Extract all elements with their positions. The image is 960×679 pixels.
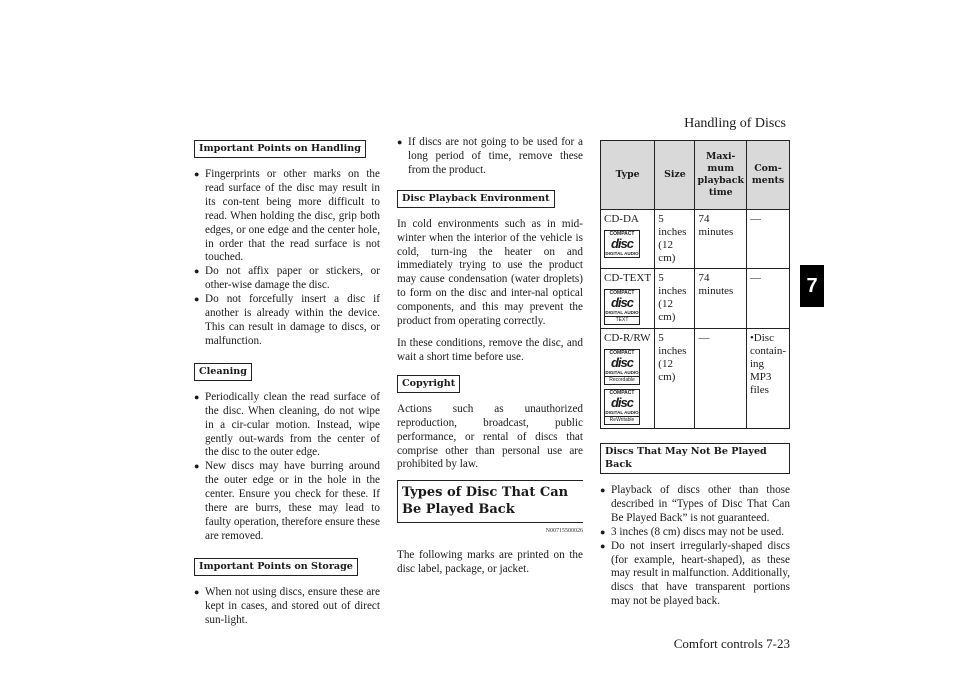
disc-types-table <box>600 140 790 429</box>
table-row <box>601 329 790 429</box>
cd-text-logo <box>604 289 640 325</box>
table-row <box>601 269 790 329</box>
logo-compact: COMPACT <box>609 390 635 396</box>
list-item: ● Do not forcefully insert a disc if another is already within the device. This can result in damage to discs, or malfunction. <box>194 293 380 349</box>
header-type: Type <box>601 141 655 210</box>
cell-time: 74 minutes <box>695 269 746 329</box>
section-heading-storage: Important Points on Storage <box>194 558 358 576</box>
document-code: N00715500026 <box>545 528 583 535</box>
cell-time: — <box>695 329 746 429</box>
header-comments: Com-ments <box>746 141 789 210</box>
paragraph: Actions such as unauthorized reproduction, broadcast, public performance, or rental of discs that comprise other than personal use are prohibited by law. <box>397 402 583 471</box>
cell-size: 5 inches (12 cm) <box>655 329 695 429</box>
cell-type <box>601 329 655 429</box>
section-heading-cleaning: Cleaning <box>194 363 252 381</box>
handling-list <box>194 168 380 349</box>
paragraph: In cold environments such as in mid-winter when the interior of the vehicle is cold, turn-ing the heater on and immediately trying to use the product may cause condensation (water droplets) to form on the disc and inter-nal optical components, and this may prevent the product from operating correctly. <box>397 217 583 328</box>
section-heading-disc-types: Types of Disc That Can Be Played Back <box>397 480 583 523</box>
logo-disc: disc <box>610 236 633 251</box>
logo-digital-audio: DIGITAL AUDIO <box>605 370 639 375</box>
table-row <box>601 210 790 269</box>
type-label: CD-TEXT <box>604 272 652 284</box>
list-item: ● Periodically clean the read surface of the disc. When cleaning, do not wipe in a cir-cular motion. Instead, wipe gently out-wards from the center of the disc to the outer edge. <box>194 391 380 461</box>
list-item: ● If discs are not going to be used for a long period of time, remove these from the product. <box>397 136 583 178</box>
logo-text: TEXT <box>605 316 639 324</box>
list-item: ● 3 inches (8 cm) discs may not be used. <box>600 526 790 540</box>
cleaning-list <box>194 391 380 544</box>
list-item: ● New discs may have burring around the outer edge or in the hole in the center. Ensure you check for these. If there are burrs, these may lead to faulty operation, therefore ensure these are removed. <box>194 460 380 543</box>
logo-compact: COMPACT <box>609 290 635 296</box>
cell-comments: — <box>746 269 789 329</box>
section-heading-environment: Disc Playback Environment <box>397 190 555 208</box>
logo-disc: disc <box>610 295 633 310</box>
cell-time: 74 minutes <box>695 210 746 269</box>
chapter-tab: 7 <box>800 265 824 307</box>
paragraph: In these conditions, remove the disc, and wait a short time before use. <box>397 336 583 363</box>
list-item: ● When not using discs, ensure these are kept in cases, and stored out of direct sun-light. <box>194 586 380 628</box>
page-number: Comfort controls 7-23 <box>673 636 790 651</box>
header-time: Maxi-mum playback time <box>695 141 746 210</box>
column-1 <box>194 138 380 627</box>
paragraph: The following marks are printed on the disc label, package, or jacket. <box>397 549 583 576</box>
logo-digital-audio: DIGITAL AUDIO <box>605 251 639 256</box>
cell-comments: — <box>746 210 789 269</box>
list-item: ● Playback of discs other than those described in “Types of Disc That Can Be Played Back” is not guaranteed. <box>600 484 790 526</box>
section-heading-handling: Important Points on Handling <box>194 140 366 158</box>
logo-disc: disc <box>610 395 633 410</box>
header-size: Size <box>655 141 695 210</box>
cell-size: 5 inches (12 cm) <box>655 269 695 329</box>
cell-type <box>601 210 655 269</box>
section-heading-copyright: Copyright <box>397 375 460 393</box>
logo-rewritable: ReWritable <box>605 416 639 424</box>
logo-disc: disc <box>610 355 633 370</box>
not-played-list <box>600 484 790 609</box>
logo-compact: COMPACT <box>609 350 635 356</box>
column-2 <box>397 136 583 585</box>
running-header-title: Handling of Discs <box>684 116 786 131</box>
table-header-row <box>601 141 790 210</box>
cd-rw-logo <box>604 389 640 425</box>
logo-digital-audio: DIGITAL AUDIO <box>605 310 639 315</box>
cell-comments: •Disc contain-ing MP3 files <box>746 329 789 429</box>
storage-list <box>194 586 380 628</box>
cd-da-logo <box>604 230 640 258</box>
cell-size: 5 inches (12 cm) <box>655 210 695 269</box>
section-heading-not-played: Discs That May Not Be Played Back <box>600 443 790 474</box>
column-3 <box>600 140 790 609</box>
continued-list <box>397 136 583 178</box>
list-item: ● Do not affix paper or stickers, or other-wise damage the disc. <box>194 265 380 293</box>
logo-compact: COMPACT <box>609 231 635 237</box>
logo-digital-audio: DIGITAL AUDIO <box>605 410 639 415</box>
logo-recordable: Recordable <box>605 376 639 384</box>
list-item: ● Fingerprints or other marks on the read surface of the disc may result in its con-tent being more difficult to read. When holding the disc, grip both edges, or one edge and the center hole, in order that the read surface is not touched. <box>194 168 380 265</box>
type-label: CD-R/RW <box>604 332 651 344</box>
list-item: ● Do not insert irregularly-shaped discs (for example, heart-shaped), as these may result in malfunction. Additionally, discs that have transparent portions may not be played back. <box>600 540 790 610</box>
type-label: CD-DA <box>604 213 639 225</box>
cd-r-logo <box>604 349 640 385</box>
cell-type <box>601 269 655 329</box>
